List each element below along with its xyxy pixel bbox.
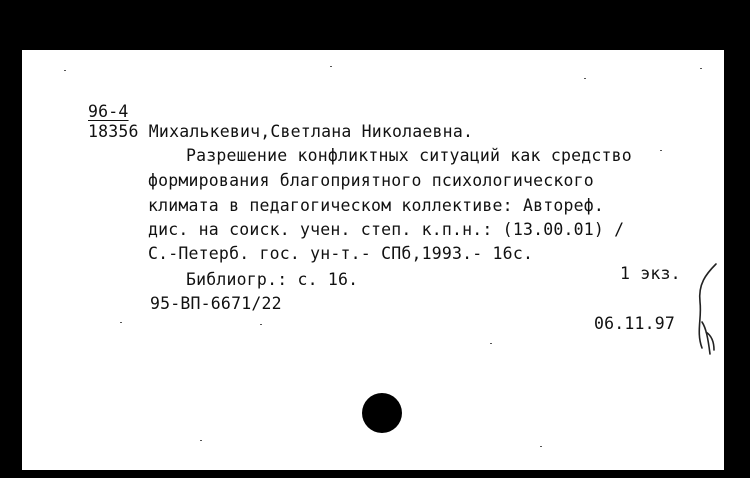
copies-count: 1 экз.: [620, 264, 681, 283]
scan-speck: [490, 343, 492, 344]
signature-mark: [690, 262, 720, 362]
scan-speck: [64, 70, 66, 71]
scan-speck: [660, 150, 662, 151]
registration-number: 95-ВП-6671/22: [150, 294, 282, 313]
bibliography-note: Библиогр.: с. 16.: [186, 270, 359, 289]
title-line-4: дис. на соиск. учен. степ. к.п.н.: (13.00.01) /: [148, 220, 625, 239]
scan-speck: [260, 324, 262, 325]
shelf-mark: 96-4: [88, 102, 129, 121]
title-line-2: формирования благоприятного психологического: [148, 171, 594, 190]
scan-speck: [200, 440, 202, 441]
scan-speck: [540, 446, 542, 447]
scan-speck: [584, 78, 586, 79]
scan-speck: [330, 66, 332, 67]
date-stamp: 06.11.97: [594, 314, 676, 333]
scan-speck: [120, 322, 122, 323]
punch-hole: [362, 393, 402, 433]
title-line-1: Разрешение конфликтных ситуаций как средство: [186, 146, 632, 165]
title-line-5: С.-Петерб. гос. ун-т.- СПб,1993.- 16с.: [148, 244, 534, 263]
scan-speck: [700, 68, 702, 69]
accession-and-author: 18356 Михалькевич,Светлана Николаевна.: [88, 122, 474, 141]
title-line-3: климата в педагогическом коллективе: Автореф.: [148, 196, 605, 215]
